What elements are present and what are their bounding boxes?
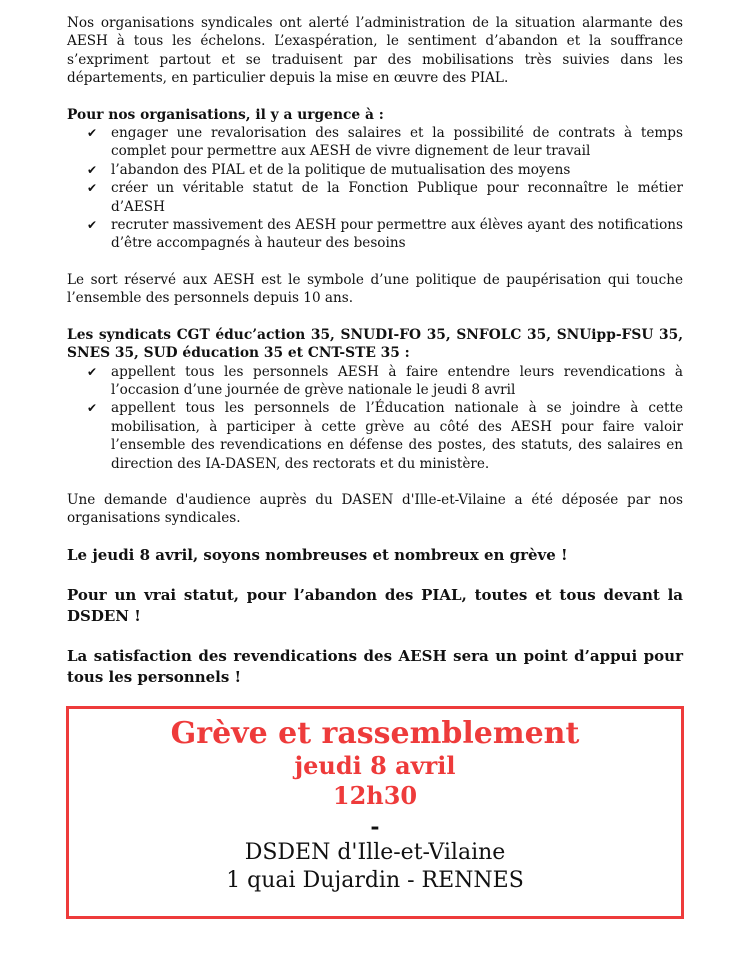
tract-body <box>67 14 683 707</box>
checkmark-icon: ✔ <box>87 218 98 233</box>
checkmark-icon: ✔ <box>87 126 98 141</box>
checkmark-icon: ✔ <box>87 364 98 379</box>
list-item: ✔ l’abandon des PIAL et de la politique de mutualisation des moyens <box>87 161 571 178</box>
event-time: 12h30 <box>332 781 418 810</box>
audience-paragraph: Une demande d'audience auprès du DASEN d'Ille-et-Vilaine a été déposée par nos organisations syndicales. <box>67 491 683 527</box>
list-item: ✔ créer un véritable statut de la Fonction Publique pour reconnaître le métier d’AESH <box>87 180 683 215</box>
event-address: 1 quai Dujardin - RENNES <box>226 868 524 893</box>
checkmark-icon: ✔ <box>87 181 98 196</box>
slogan-statut: Pour un vrai statut, pour l’abandon des PIAL, toutes et tous devant la DSDEN ! <box>67 585 683 625</box>
event-separator: - <box>370 814 380 840</box>
list-item: ✔ appellent tous les personnels AESH à faire entendre leurs revendications à l’occasion d’une journée de grève nationale le jeudi 8 avril <box>87 363 683 398</box>
intro-paragraph: Nos organisations syndicales ont alerté l’administration de la situation alarmante des AESH à tous les échelons. L’exaspération, le sentiment d’abandon et la souffrance s’expriment partout et se traduisent par des mobilisations très suivies dans les départements, en particulier depuis la mise en œuvre des PIAL. <box>67 15 683 87</box>
urgence-heading: Pour nos organisations, il y a urgence à : <box>67 106 384 123</box>
urgence-list <box>67 124 683 253</box>
list-item: ✔ appellent tous les personnels de l’Éducation nationale à se joindre à cette mobilisation, à participer à cette grève au côté des AESH pour faire valoir l’ensemble des revendications en défense des postes, des statuts, des salaires en direction des IA-DASEN, des rectorats et du ministère. <box>87 400 683 472</box>
syndicats-heading: Les syndicats CGT éduc’action 35, SNUDI-FO 35, SNFOLC 35, SNUipp-FSU 35, SNES 35, SUD éducation 35 et CNT-STE 35 : <box>67 326 683 362</box>
list-item: ✔ engager une revalorisation des salaires et la possibilité de contrats à temps complet pour permettre aux AESH de vivre dignement de leur travail <box>87 125 683 160</box>
slogan-satisfaction: La satisfaction des revendications des AESH sera un point d’appui pour tous les personnels ! <box>67 646 683 686</box>
list-item: ✔ recruter massivement des AESH pour permettre aux élèves ayant des notifications d’être accompagnés à hauteur des besoins <box>87 217 683 252</box>
event-date: jeudi 8 avril <box>294 751 456 780</box>
event-place: DSDEN d'Ille-et-Vilaine <box>244 840 506 865</box>
checkmark-icon: ✔ <box>87 162 98 177</box>
event-box <box>66 706 684 919</box>
event-title: Grève et rassemblement <box>170 716 580 751</box>
sort-paragraph: Le sort réservé aux AESH est le symbole d’une politique de paupérisation qui touche l’ensemble des personnels depuis 10 ans. <box>67 271 683 307</box>
syndicats-list <box>67 363 683 473</box>
slogan-greve: Le jeudi 8 avril, soyons nombreuses et nombreux en grève ! <box>67 545 568 564</box>
checkmark-icon: ✔ <box>87 401 98 416</box>
